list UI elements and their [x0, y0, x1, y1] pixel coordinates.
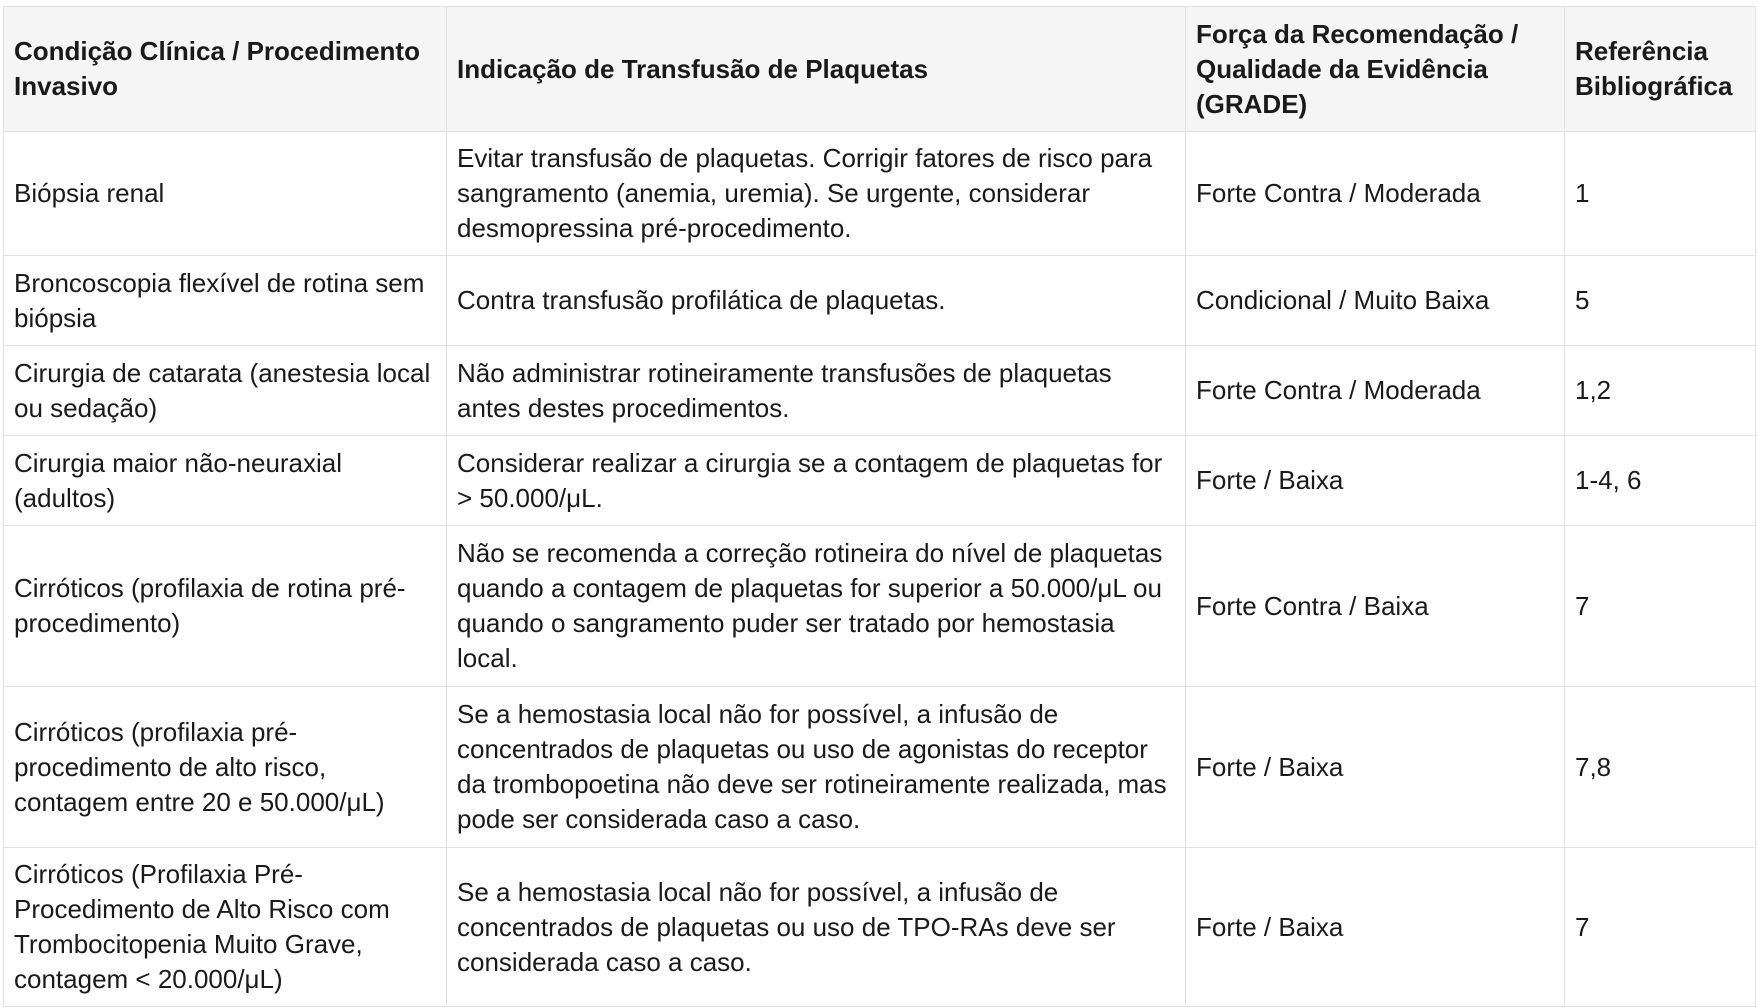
table-row [4, 848, 1756, 1007]
cell-condition: Cirróticos (Profilaxia Pré-Procedimento de Alto Risco com Trombocitopenia Muito Grave, contagem < 20.000/μL) [4, 848, 447, 1007]
cell-strength: Forte / Baixa [1186, 436, 1565, 526]
table-row [4, 132, 1756, 256]
cell-reference: 5 [1565, 256, 1756, 346]
cell-indication: Considerar realizar a cirurgia se a contagem de plaquetas for > 50.000/μL. [447, 436, 1186, 526]
cell-reference: 7,8 [1565, 687, 1756, 848]
cell-indication: Evitar transfusão de plaquetas. Corrigir fatores de risco para sangramento (anemia, uremia). Se urgente, considerar desmopressina pré-procedimento. [447, 132, 1186, 256]
table-header [4, 7, 1756, 132]
table-row [4, 256, 1756, 346]
cell-condition: Cirurgia maior não-neuraxial (adultos) [4, 436, 447, 526]
cell-reference: 1 [1565, 132, 1756, 256]
header-condition: Condição Clínica / Procedimento Invasivo [4, 7, 447, 132]
cell-strength: Forte / Baixa [1186, 848, 1565, 1007]
table-row [4, 526, 1756, 687]
cell-reference: 1,2 [1565, 346, 1756, 436]
cell-strength: Forte Contra / Moderada [1186, 346, 1565, 436]
cell-condition: Biópsia renal [4, 132, 447, 256]
table-row [4, 687, 1756, 848]
cell-reference: 7 [1565, 848, 1756, 1007]
header-strength: Força da Recomendação / Qualidade da Evidência (GRADE) [1186, 7, 1565, 132]
recommendation-table-container [3, 6, 1755, 1007]
cell-indication: Não se recomenda a correção rotineira do nível de plaquetas quando a contagem de plaquetas for superior a 50.000/μL ou quando o sangramento puder ser tratado por hemostasia local. [447, 526, 1186, 687]
header-indication: Indicação de Transfusão de Plaquetas [447, 7, 1186, 132]
header-row [4, 7, 1756, 132]
cell-strength: Forte / Baixa [1186, 687, 1565, 848]
cell-reference: 1-4, 6 [1565, 436, 1756, 526]
cell-condition: Cirróticos (profilaxia pré-procedimento de alto risco, contagem entre 20 e 50.000/μL) [4, 687, 447, 848]
cell-condition: Cirurgia de catarata (anestesia local ou sedação) [4, 346, 447, 436]
table-row [4, 346, 1756, 436]
cell-reference: 7 [1565, 526, 1756, 687]
cell-strength: Condicional / Muito Baixa [1186, 256, 1565, 346]
cell-strength: Forte Contra / Moderada [1186, 132, 1565, 256]
cell-strength: Forte Contra / Baixa [1186, 526, 1565, 687]
cell-indication: Não administrar rotineiramente transfusões de plaquetas antes destes procedimentos. [447, 346, 1186, 436]
table-body [4, 132, 1756, 1007]
cell-condition: Broncoscopia flexível de rotina sem biópsia [4, 256, 447, 346]
cell-indication: Se a hemostasia local não for possível, a infusão de concentrados de plaquetas ou uso de agonistas do receptor da trombopoetina não deve ser rotineiramente realizada, mas pode ser considerada caso a caso. [447, 687, 1186, 848]
table-row [4, 436, 1756, 526]
cell-condition: Cirróticos (profilaxia de rotina pré-procedimento) [4, 526, 447, 687]
header-reference: Referência Bibliográfica [1565, 7, 1756, 132]
cell-indication: Se a hemostasia local não for possível, a infusão de concentrados de plaquetas ou uso de TPO-RAs deve ser considerada caso a caso. [447, 848, 1186, 1007]
platelet-transfusion-table [3, 6, 1756, 1007]
cell-indication: Contra transfusão profilática de plaquetas. [447, 256, 1186, 346]
